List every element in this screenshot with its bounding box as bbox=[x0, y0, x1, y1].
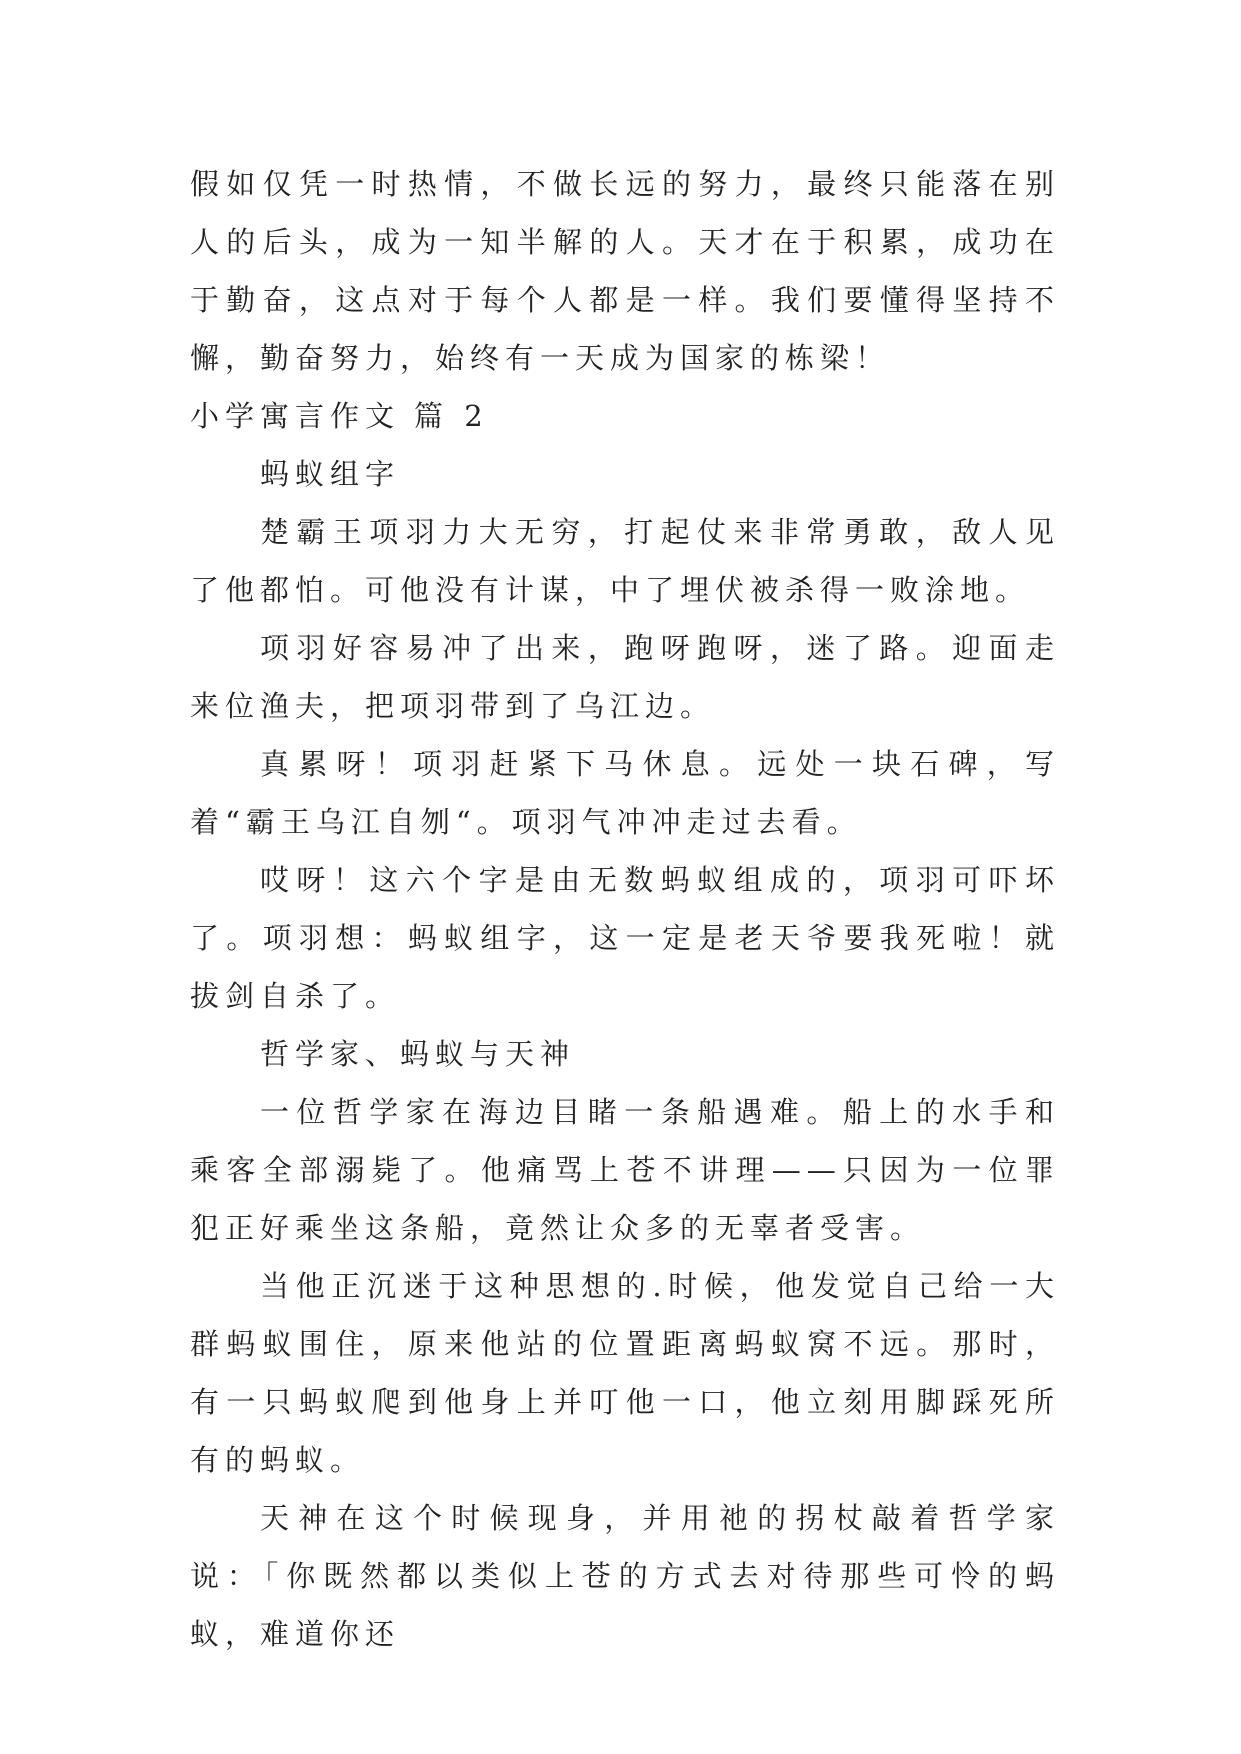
section-title: 小学寓言作文 bbox=[190, 399, 401, 433]
continued-paragraph: 假如仅凭一时热情，不做长远的努力，最终只能落在别人的后头，成为一知半解的人。天才在于积累，成功在于勤奋，这点对于每个人都是一样。我们要懂得坚持不懈，勤奋努力，始终有一天成为国家的栋梁！ bbox=[190, 167, 1060, 375]
story2-paragraph-2: 当他正沉迷于这种思想的.时候，他发觉自己给一大群蚂蚁围住，原来他站的位置距离蚂蚁窝不远。那时，有一只蚂蚁爬到他身上并叮他一口，他立刻用脚踩死所有的蚂蚁。 bbox=[190, 1269, 1060, 1477]
story-title-philosopher: 哲学家、蚂蚁与天神 bbox=[260, 1037, 576, 1071]
document-body bbox=[190, 155, 1060, 1663]
story-title-ants: 蚂蚁组字 bbox=[260, 457, 401, 491]
story1-paragraph-1: 楚霸王项羽力大无穷，打起仗来非常勇敢，敌人见了他都怕。可他没有计谋，中了埋伏被杀得一败涂地。 bbox=[190, 515, 1060, 607]
story2-paragraph-3: 天神在这个时候现身，并用祂的拐杖敲着哲学家说：「你既然都以类似上苍的方式去对待那些可怜的蚂蚁，难道你还 bbox=[190, 1501, 1060, 1651]
section-heading bbox=[190, 387, 1060, 445]
story1-paragraph-2: 项羽好容易冲了出来，跑呀跑呀，迷了路。迎面走来位渔夫，把项羽带到了乌江边。 bbox=[190, 631, 1060, 723]
story1-paragraph-4: 哎呀！这六个字是由无数蚂蚁组成的，项羽可吓坏了。项羽想：蚂蚁组字，这一定是老天爷要我死啦！就拔剑自杀了。 bbox=[190, 863, 1060, 1013]
story2-paragraph-1: 一位哲学家在海边目睹一条船遇难。船上的水手和乘客全部溺毙了。他痛骂上苍不讲理——只因为一位罪犯正好乘坐这条船，竟然让众多的无辜者受害。 bbox=[190, 1095, 1060, 1245]
section-number: 篇 2 bbox=[414, 399, 489, 433]
story1-paragraph-3: 真累呀！项羽赶紧下马休息。远处一块石碑，写着“霸王乌江自刎“。项羽气冲冲走过去看。 bbox=[190, 747, 1060, 839]
